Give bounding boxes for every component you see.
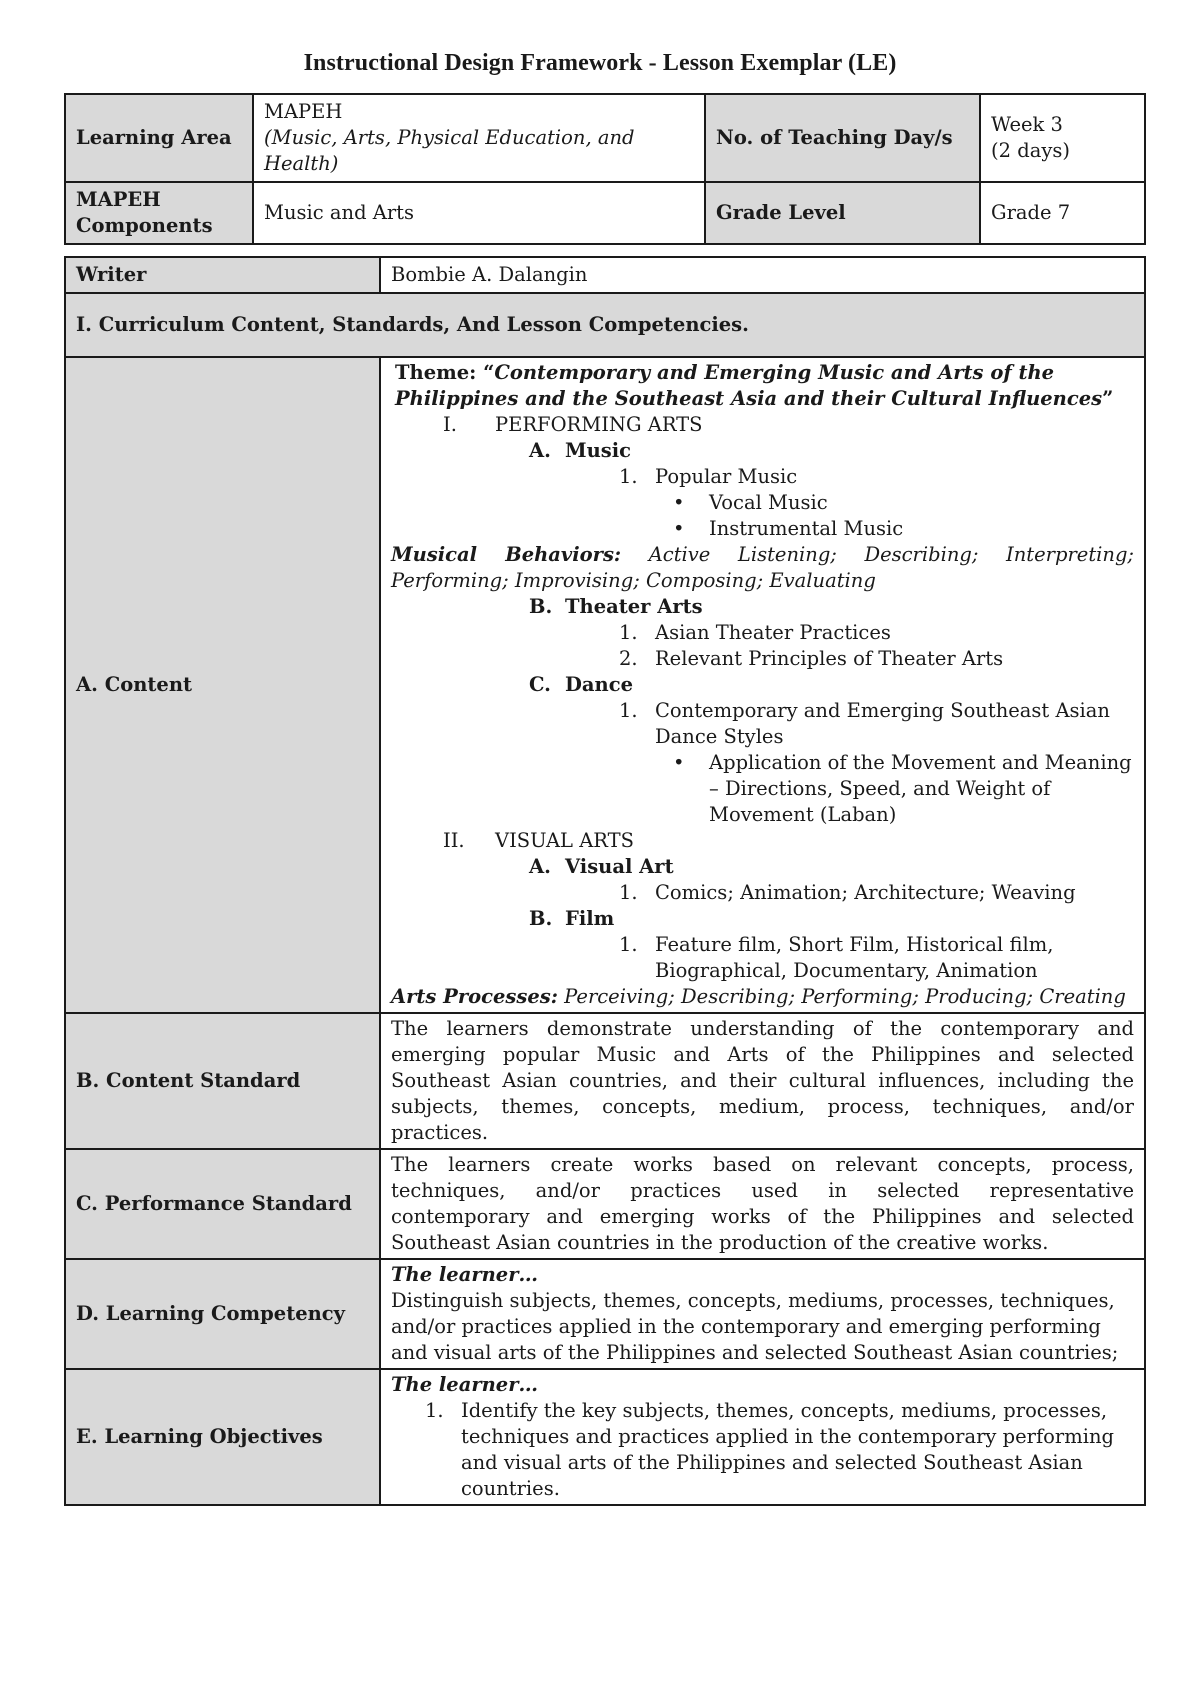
list-num: 1. bbox=[619, 933, 638, 956]
bullet-icon: • bbox=[673, 517, 685, 540]
list-item bbox=[391, 750, 1134, 828]
content-cell bbox=[380, 357, 1145, 1013]
theater-item: Relevant Principles of Theater Arts bbox=[655, 647, 1004, 670]
dance-heading bbox=[391, 672, 1134, 698]
dance-label: Dance bbox=[565, 673, 634, 696]
theater-num: B. bbox=[529, 595, 553, 618]
performing-arts-num: I. bbox=[443, 413, 457, 436]
bullet-icon: • bbox=[673, 491, 685, 514]
theater-heading bbox=[391, 594, 1134, 620]
performance-standard-text: The learners create works based on relevant concepts, process, techniques, and/or practices used in selected representative contemporary and emerging works of the Philippines and selected Southeast Asian countries in the production of the creative works. bbox=[380, 1149, 1145, 1259]
visual-art-num: A. bbox=[529, 855, 551, 878]
teaching-days-value bbox=[980, 94, 1145, 182]
teaching-days-label: No. of Teaching Day/s bbox=[705, 94, 980, 182]
musical-behaviors-text: Active Listening; Describing; Interpreting; Performing; Improvising; Composing; Evaluating bbox=[391, 543, 1135, 592]
learning-competency-text: Distinguish subjects, themes, concepts, mediums, processes, techniques, and/or practices applied in the contemporary and emerging performing and visual arts of the Philippines and selected Southeast Asian countries; bbox=[391, 1289, 1119, 1364]
list-item bbox=[391, 490, 1134, 516]
visual-art-item: Comics; Animation; Architecture; Weaving bbox=[655, 881, 1076, 904]
learning-objectives-lead: The learner… bbox=[391, 1373, 538, 1396]
objective-num: 1. bbox=[425, 1399, 444, 1422]
list-num: 1. bbox=[619, 881, 638, 904]
teaching-days-count: (2 days) bbox=[991, 139, 1070, 162]
arts-processes bbox=[391, 984, 1134, 1010]
teaching-days-week: Week 3 bbox=[991, 113, 1063, 136]
performing-arts-label: PERFORMING ARTS bbox=[495, 413, 703, 436]
dance-item: Contemporary and Emerging Southeast Asian Dance Styles bbox=[655, 699, 1110, 748]
theme-label: Theme: “ bbox=[395, 361, 495, 384]
visual-arts-label: VISUAL ARTS bbox=[495, 829, 634, 852]
music-heading bbox=[391, 438, 1134, 464]
list-item bbox=[391, 698, 1134, 750]
writer-label: Writer bbox=[65, 257, 380, 293]
dance-bullet: Application of the Movement and Meaning – Directions, Speed, and Weight of Movement (Laban) bbox=[709, 751, 1132, 826]
content-standard-text: The learners demonstrate understanding of the contemporary and emerging popular Music and Arts of the Philippines and selected Southeast Asian countries, and their cultural influences, including the subjects, themes, concepts, medium, process, techniques, and/or practices. bbox=[380, 1013, 1145, 1149]
learning-area-value bbox=[253, 94, 705, 182]
film-heading bbox=[391, 906, 1134, 932]
learning-objectives-label: E. Learning Objectives bbox=[65, 1369, 380, 1505]
list-item bbox=[391, 516, 1134, 542]
page-title: Instructional Design Framework - Lesson Exemplar (LE) bbox=[303, 50, 897, 76]
performing-arts-heading bbox=[391, 412, 1134, 438]
list-item bbox=[391, 464, 1134, 490]
film-label: Film bbox=[565, 907, 615, 930]
musical-behaviors bbox=[391, 542, 1134, 594]
film-item: Feature film, Short Film, Historical film, Biographical, Documentary, Animation bbox=[655, 933, 1054, 982]
learning-objectives-cell bbox=[380, 1369, 1145, 1505]
music-item: Popular Music bbox=[655, 465, 798, 488]
visual-art-label: Visual Art bbox=[565, 855, 674, 878]
music-bullet: Vocal Music bbox=[709, 491, 828, 514]
list-item bbox=[391, 880, 1134, 906]
learning-area-description: (Music, Arts, Physical Education, and Health) bbox=[264, 126, 635, 175]
list-num: 1. bbox=[619, 621, 638, 644]
dance-num: C. bbox=[529, 673, 551, 696]
list-item bbox=[391, 1398, 1134, 1502]
musical-behaviors-label: Musical Behaviors: bbox=[391, 543, 622, 566]
components-value: Music and Arts bbox=[253, 182, 705, 244]
music-item-num: 1. bbox=[619, 465, 638, 488]
list-num: 2. bbox=[619, 647, 638, 670]
music-num: A. bbox=[529, 439, 551, 462]
theme-close: ” bbox=[1102, 387, 1114, 410]
visual-art-heading bbox=[391, 854, 1134, 880]
theme-line bbox=[391, 360, 1134, 412]
components-label: MAPEH Components bbox=[65, 182, 253, 244]
music-bullet: Instrumental Music bbox=[709, 517, 904, 540]
theater-label: Theater Arts bbox=[565, 595, 703, 618]
visual-arts-num: II. bbox=[443, 829, 465, 852]
content-label: A. Content bbox=[65, 357, 380, 1013]
performance-standard-label: C. Performance Standard bbox=[65, 1149, 380, 1259]
music-label: Music bbox=[565, 439, 632, 462]
learning-area-label: Learning Area bbox=[65, 94, 253, 182]
learning-area-subject: MAPEH bbox=[264, 100, 343, 123]
list-num: 1. bbox=[619, 699, 638, 722]
learning-competency-cell bbox=[380, 1259, 1145, 1369]
theater-item: Asian Theater Practices bbox=[655, 621, 891, 644]
visual-arts-heading bbox=[391, 828, 1134, 854]
list-item bbox=[391, 646, 1134, 672]
header-table bbox=[64, 93, 1146, 245]
objective-text: Identify the key subjects, themes, concepts, mediums, processes, techniques and practices applied in the contemporary performing and visual arts of the Philippines and selected Southeast Asian countries. bbox=[461, 1399, 1114, 1500]
film-num: B. bbox=[529, 907, 553, 930]
list-item bbox=[391, 620, 1134, 646]
grade-level-label: Grade Level bbox=[705, 182, 980, 244]
list-item bbox=[391, 932, 1134, 984]
arts-processes-label: Arts Processes: bbox=[391, 985, 558, 1008]
curriculum-table bbox=[64, 256, 1146, 1506]
writer-value: Bombie A. Dalangin bbox=[380, 257, 1145, 293]
grade-level-value: Grade 7 bbox=[980, 182, 1145, 244]
content-standard-label: B. Content Standard bbox=[65, 1013, 380, 1149]
theme-text: Contemporary and Emerging Music and Arts of the Philippines and the Southeast Asia and their Cultural Influences bbox=[395, 361, 1103, 410]
arts-processes-text: Perceiving; Describing; Performing; Producing; Creating bbox=[564, 985, 1126, 1008]
bullet-icon: • bbox=[673, 751, 685, 774]
learning-competency-lead: The learner… bbox=[391, 1263, 538, 1286]
learning-competency-label: D. Learning Competency bbox=[65, 1259, 380, 1369]
section-heading: I. Curriculum Content, Standards, And Lesson Competencies. bbox=[65, 293, 1145, 357]
